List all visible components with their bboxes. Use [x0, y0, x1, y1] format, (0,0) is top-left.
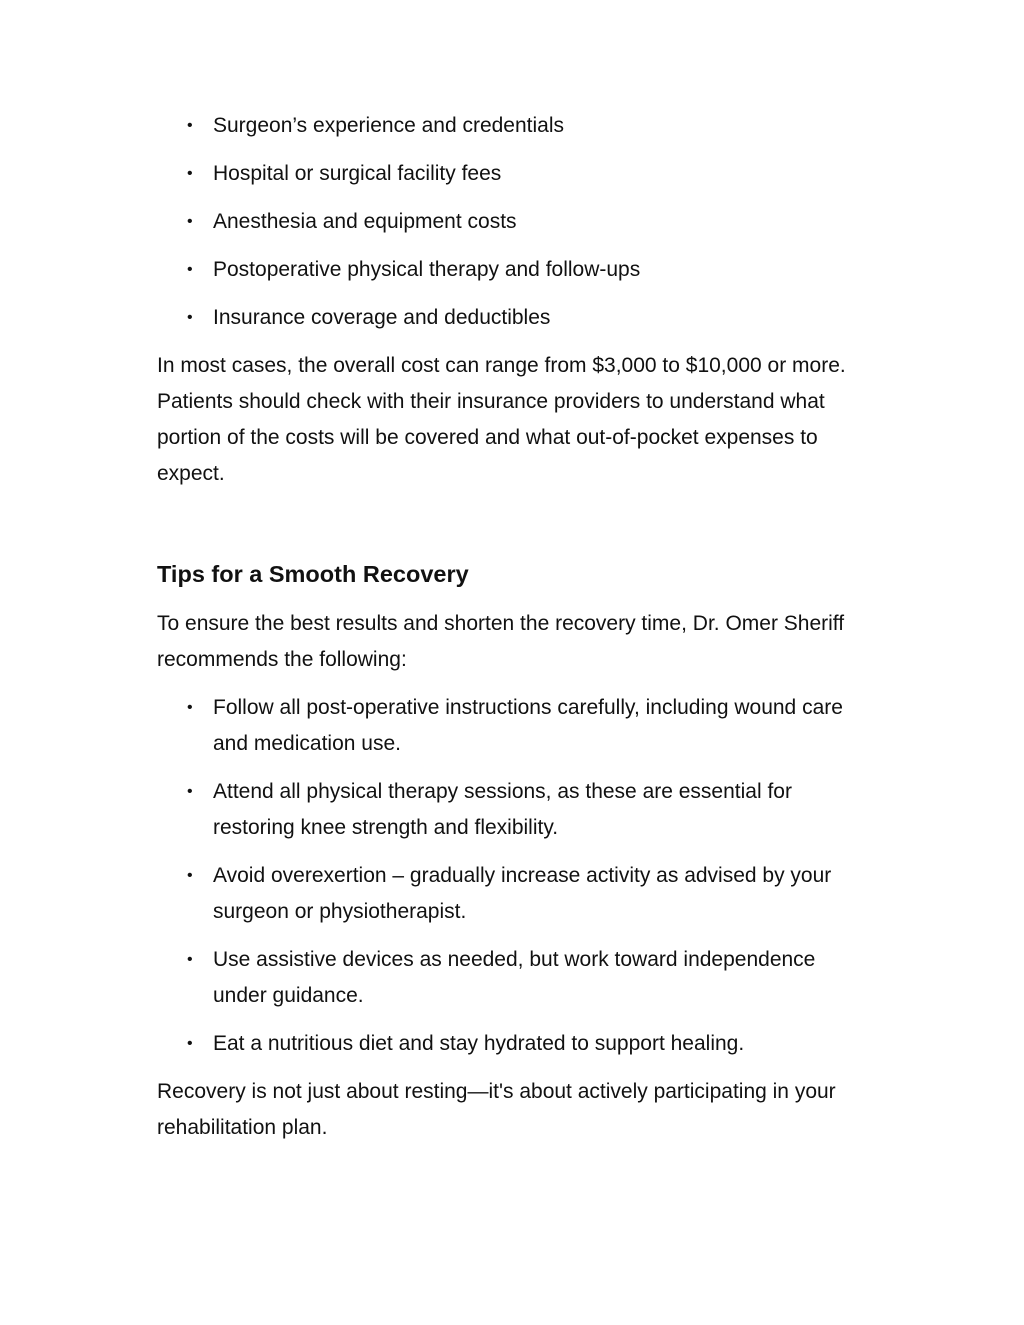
list-item-text: Hospital or surgical facility fees	[213, 162, 502, 185]
list-item	[157, 156, 869, 192]
list-item	[157, 204, 869, 240]
document-page	[157, 108, 869, 1146]
bullet-icon: •	[187, 261, 193, 278]
list-item	[157, 942, 869, 1014]
bullet-icon: •	[187, 165, 193, 182]
list-item-text: Surgeon’s experience and credentials	[213, 114, 565, 137]
recovery-tips-list	[157, 690, 869, 1062]
cost-paragraph: In most cases, the overall cost can range from $3,000 to $10,000 or more. Patients should check with their insurance providers to understand what portion of the costs will be covered and what out-of-pocket expenses to expect.	[157, 354, 846, 485]
list-item	[157, 858, 869, 930]
list-item	[157, 108, 869, 144]
list-item	[157, 252, 869, 288]
bullet-icon: •	[187, 309, 193, 326]
closing-paragraph: Recovery is not just about resting—it's about actively participating in your rehabilitation plan.	[157, 1080, 836, 1139]
bullet-icon: •	[187, 699, 193, 716]
bullet-icon: •	[187, 1035, 193, 1052]
bullet-icon: •	[187, 213, 193, 230]
list-item	[157, 690, 869, 762]
tips-intro-paragraph: To ensure the best results and shorten the recovery time, Dr. Omer Sheriff recommends the following:	[157, 612, 845, 671]
bullet-icon: •	[187, 117, 193, 134]
bullet-icon: •	[187, 951, 193, 968]
list-item-text: Follow all post-operative instructions carefully, including wound care and medication use.	[213, 696, 843, 755]
bullet-icon: •	[187, 783, 193, 800]
list-item-text: Attend all physical therapy sessions, as these are essential for restoring knee strength and flexibility.	[213, 780, 792, 839]
list-item	[157, 1026, 869, 1062]
list-item-text: Avoid overexertion – gradually increase activity as advised by your surgeon or physiotherapist.	[213, 864, 832, 923]
list-item-text: Insurance coverage and deductibles	[213, 306, 551, 329]
list-item	[157, 300, 869, 336]
cost-factors-list	[157, 108, 869, 336]
list-item-text: Postoperative physical therapy and follow-ups	[213, 258, 641, 281]
section-heading: Tips for a Smooth Recovery	[157, 561, 469, 587]
list-item-text: Use assistive devices as needed, but work toward independence under guidance.	[213, 948, 816, 1007]
bullet-icon: •	[187, 867, 193, 884]
list-item-text: Anesthesia and equipment costs	[213, 210, 517, 233]
list-item-text: Eat a nutritious diet and stay hydrated to support healing.	[213, 1032, 745, 1055]
list-item	[157, 774, 869, 846]
